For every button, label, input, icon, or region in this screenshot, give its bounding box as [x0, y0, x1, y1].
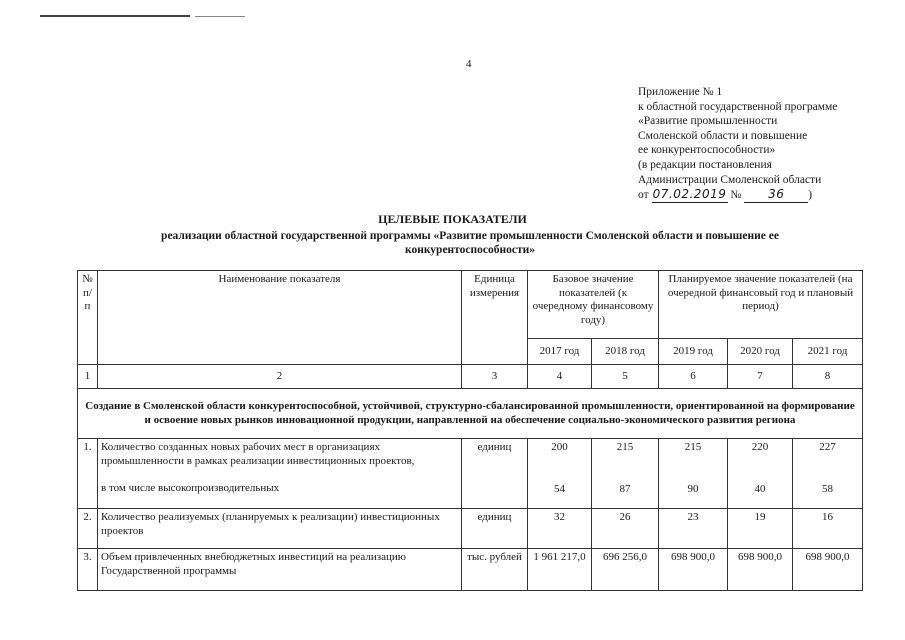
appendix-line: «Развитие промышленности — [638, 115, 778, 128]
header-year: 2018 год — [592, 339, 659, 365]
row-num: 1. — [78, 439, 98, 509]
row-value: 227 — [819, 441, 836, 453]
row-value-sub: 40 — [754, 482, 766, 495]
row-value-cell — [528, 439, 592, 509]
row-value-sub: 58 — [822, 482, 833, 495]
col-number: 8 — [793, 365, 863, 389]
header-name: Наименование показателя — [98, 271, 462, 365]
row-value: 215 — [616, 441, 634, 453]
row-name-main: Количество созданных новых рабочих мест в организациях промышленности в рамках реализации инвестиционных проектов, — [101, 441, 415, 467]
document-subtitle: реализации областной государственной программы «Развитие промышленности Смоленской области и повышение ее конкурентоспособности» — [161, 230, 779, 256]
row-value: 698 900,0 — [793, 549, 863, 591]
row-value-sub: 54 — [554, 482, 565, 495]
row-value: 32 — [528, 509, 592, 549]
row-name — [98, 439, 462, 509]
appendix-line: Администрации Смоленской области — [638, 173, 822, 186]
row-value: 26 — [592, 509, 659, 549]
row-value: 1 961 217,0 — [528, 549, 592, 591]
date-prefix: от — [638, 189, 649, 202]
header-num: № п/п — [78, 271, 98, 365]
table-row — [78, 549, 863, 591]
handwritten-date: 07.02.2019 — [652, 187, 727, 202]
col-number: 6 — [659, 365, 728, 389]
col-number: 5 — [592, 365, 659, 389]
number-prefix: № — [730, 189, 742, 202]
closing-paren: ) — [808, 189, 813, 202]
row-value-sub: 87 — [619, 482, 631, 495]
table-row — [78, 439, 863, 509]
row-name: Объем привлеченных внебюджетных инвестиций на реализацию Государственной программы — [98, 549, 462, 591]
row-value: 220 — [751, 441, 769, 453]
appendix-line: (в редакции постановления — [638, 158, 772, 171]
appendix-line: Приложение № 1 — [638, 86, 723, 98]
header-year: 2019 год — [659, 339, 728, 365]
row-value: 698 900,0 — [728, 549, 793, 591]
header-year: 2017 год — [528, 339, 592, 365]
row-value-cell — [659, 439, 728, 509]
row-num: 3. — [78, 549, 98, 591]
appendix-line: Смоленской области и повышение — [638, 129, 808, 142]
row-value: 19 — [728, 509, 793, 549]
header-year: 2021 год — [793, 339, 863, 365]
col-number: 4 — [528, 365, 592, 389]
appendix-line: к областной государственной программе — [638, 100, 838, 113]
row-value-cell — [728, 439, 793, 509]
col-number: 2 — [98, 365, 462, 389]
appendix-block — [638, 85, 837, 203]
row-value: 16 — [793, 509, 863, 549]
col-number: 3 — [462, 365, 528, 389]
row-unit: единиц — [462, 439, 528, 509]
row-unit: тыс. рублей — [462, 549, 528, 591]
appendix-date-line — [638, 187, 837, 203]
row-name: Количество реализуемых (планируемых к реализации) инвестиционных проектов — [98, 509, 462, 549]
handwritten-number: 36 — [744, 187, 808, 203]
page-number: 4 — [466, 58, 472, 70]
top-rule-short — [195, 16, 245, 17]
row-num: 2. — [78, 509, 98, 549]
header-plan: Планируемое значение показателей (на очередной финансовый год и плановый период) — [659, 271, 863, 339]
row-value: 696 256,0 — [592, 549, 659, 591]
header-unit: Единица измерения — [462, 271, 528, 365]
document-title: ЦЕЛЕВЫЕ ПОКАЗАТЕЛИ — [378, 212, 527, 226]
row-value: 23 — [659, 509, 728, 549]
section-heading: Создание в Смоленской области конкурентоспособной, устойчивой, структурно-сбалансированной промышленности, ориентированной на формирование и освоение новых рынков инновационной продукции, направленной на обеспечение социально-экономического развития региона — [78, 389, 863, 439]
col-number: 1 — [78, 365, 98, 389]
row-value-cell — [793, 439, 863, 509]
row-value: 215 — [684, 441, 702, 453]
table-row — [78, 509, 863, 549]
row-value: 200 — [551, 441, 568, 453]
header-base: Базовое значение показателей (к очередному финансовому году) — [528, 271, 659, 339]
row-value-cell — [592, 439, 659, 509]
top-rule — [40, 15, 190, 17]
indicators-table — [77, 270, 863, 591]
row-unit: единиц — [462, 509, 528, 549]
row-value-sub: 90 — [687, 482, 699, 495]
appendix-line: ее конкурентоспособности» — [638, 144, 776, 157]
row-name-sub: в том числе высокопроизводительных — [101, 482, 280, 494]
header-year: 2020 год — [728, 339, 793, 365]
col-number: 7 — [728, 365, 793, 389]
row-value: 698 900,0 — [659, 549, 728, 591]
